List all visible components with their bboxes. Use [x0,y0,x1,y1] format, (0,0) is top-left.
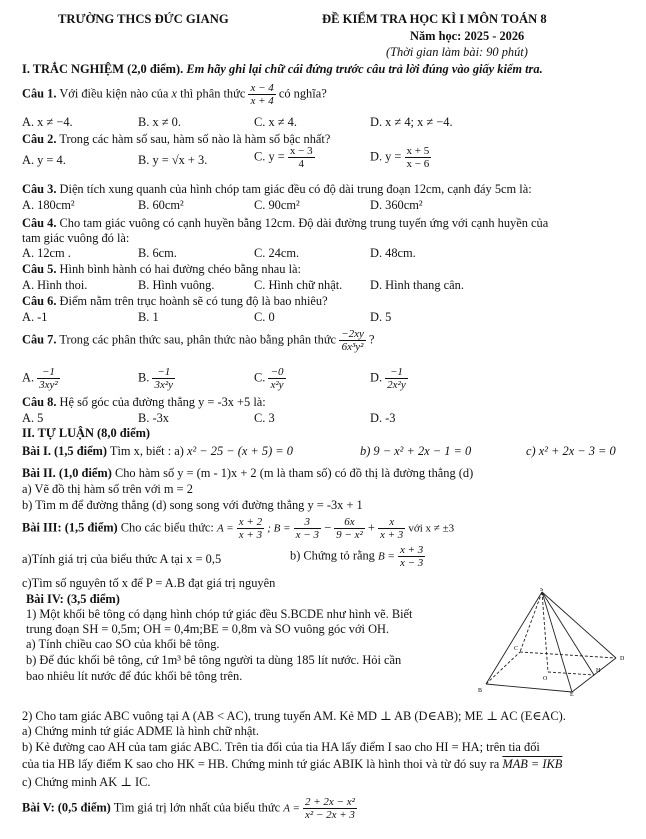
q2-label: Câu 2. [22,132,57,146]
b5-text: Tìm giá trị lớn nhất của biểu thức [113,800,281,815]
apothem-sh [542,592,594,675]
q4-text1: Cho tam giác vuông có cạnh huyền bằng 12cm. Độ dài đường trung tuyến ứng với cạnh huyền của [59,216,549,230]
q1-text-c: có nghĩa? [278,86,327,101]
q3-option-b: B. 60cm² [138,198,184,212]
b3-B3-den: x + 3 [380,529,404,541]
b3-b-frac [398,544,425,569]
b3-cond: với x ≠ ±3 [408,522,455,535]
b1-a: x² − 25 − (x + 5) = 0 [186,444,293,458]
part1-instruction: Em hãy ghi lại chữ cái đứng trước câu trả lời đúng vào giấy kiểm tra. [186,62,543,76]
q7-option-c [254,366,286,391]
b3-c: c)Tìm số nguyên tố x để P = A.B đạt giá trị nguyên [22,576,276,590]
q4-option-b: B. 6cm. [138,246,177,260]
b3-B2-frac [334,516,365,541]
b4-p1-b1: b) Để đúc khối bê tông, cứ 1m³ bê tông người ta dùng 185 lít nước. Hỏi cần [26,653,402,667]
b3-B1-frac [294,516,321,541]
b3-B1-den: x − 3 [295,529,319,541]
q6-text: Điểm nằm trên trục hoành sẽ có tung độ là bao nhiêu? [59,294,328,308]
b3-B3-num: x [378,516,405,529]
edge-sd [542,592,616,658]
b4-p2-b2: của tia HB lấy điểm K sao cho HK = HB. Chứng minh tứ giác ABIK là hình thoi và từ đó suy ra [22,757,500,771]
q5-label: Câu 5. [22,262,57,276]
q6-option-d: D. 5 [370,310,392,324]
b3-plus: + [367,520,375,535]
b3-B-pre: ; B = [267,522,291,535]
q1-text-a: Với điều kiện nào của [59,86,169,101]
q7-main-frac [339,328,366,353]
q5-option-c: C. Hình chữ nhật. [254,278,343,292]
q2-c-den: 4 [298,158,304,170]
q5-option-d: D. Hình thang cân. [370,278,464,292]
q1-option-a: A. x ≠ −4. [22,115,73,129]
b3-A-num: x + 2 [238,516,263,528]
b5-frac [303,796,357,821]
q8-option-a: A. 5 [22,411,44,425]
b3-B2-den: 9 − x² [336,529,363,541]
b3-A-frac [237,516,264,541]
b5-line [22,796,357,821]
b2-a: a) Vẽ đồ thị hàm số trên với m = 2 [22,482,193,496]
q5-option-a: A. Hình thoi. [22,278,88,292]
q4-label: Câu 4. [22,216,57,230]
q4-text2: tam giác vuông đó là: [22,231,130,245]
school-year: Năm học: 2025 - 2026 [410,29,525,43]
q7-c-den: x²y [270,379,284,391]
q8-option-b: B. -3x [138,411,169,425]
b1-c: c) x² + 2x − 3 = 0 [526,444,616,458]
b3-b-num: x + 3 [399,544,424,556]
q1-fraction [248,82,275,107]
b1-text: Tìm x, biết : a) [109,444,184,458]
school-name: TRƯỜNG THCS ĐỨC GIANG [58,12,229,26]
q6-label: Câu 6. [22,294,57,308]
q6-stem [22,294,328,309]
q7-d-pre: D. [370,370,383,385]
q2-option-c [254,145,315,170]
label-s: S [540,588,544,593]
q6-option-b: B. 1 [138,310,159,324]
b2-text: Cho hàm số y = (m - 1)x + 2 (m là tham số) có đồ thị là đường thẳng (d) [114,466,474,480]
q4-option-a: A. 12cm . [22,246,71,260]
q7-option-b [138,366,175,391]
q6-option-a: A. -1 [22,310,48,324]
q8-option-c: C. 3 [254,411,275,425]
label-e: E [570,692,574,696]
q2-option-a: A. y = 4. [22,153,66,167]
pyramid-lines [486,592,616,692]
q7-main-den: 6x³y² [341,341,364,353]
q7-b-pre: B. [138,370,150,385]
q7-b-frac [152,366,175,391]
b4-p2-c: c) Chứng minh AK ⊥ IC. [22,775,151,789]
q7-c-pre: C. [254,370,266,385]
q7-c-num: −0 [268,366,285,379]
q7-a-den: 3xy² [39,379,58,391]
b5-eq: A = [283,802,300,815]
q1-option-b: B. x ≠ 0. [138,115,181,129]
q2-option-d [370,145,431,170]
q7-label: Câu 7. [22,332,57,347]
q7-c-frac [268,366,285,391]
b3-A-den: x + 3 [238,529,263,541]
q2-d-num: x + 5 [406,145,430,157]
label-c: C [514,646,519,652]
q7-d-den: 2x²y [387,379,406,391]
b4-p2-b2-line [22,757,562,772]
q1-text-b: thì phân thức [180,86,246,101]
q2-c-num: x − 3 [289,145,313,157]
q4-stem [22,216,548,231]
q5-text: Hình bình hành có hai đường chéo bằng nhau là: [59,262,301,276]
b4-p2-a: a) Chứng minh tứ giác ADME là hình chữ nhật. [22,724,259,738]
pyramid-figure [476,588,636,696]
q8-stem [22,395,266,410]
q3-option-c: C. 90cm² [254,198,300,212]
b3-text: Cho các biểu thức: [120,520,214,535]
part2-title: II. TỰ LUẬN (8,0 điểm) [22,426,151,440]
q3-stem [22,182,532,197]
part1-title: I. TRẮC NGHIỆM (2,0 điểm). [22,62,184,76]
q7-b-num: −1 [152,366,175,379]
q4-option-d: D. 48cm. [370,246,416,260]
b4-p1-b2: bao nhiêu lít nước để đúc khối bê tông trên. [26,669,243,683]
b4-p2-b2-eq: MAB = IKB [502,757,563,771]
q8-option-d: D. -3 [370,411,396,425]
q8-label: Câu 8. [22,395,57,409]
b4-p1-l1: 1) Một khối bê tông có dạng hình chóp tứ giác đều S.BCDE như hình vẽ. Biết [26,607,413,621]
q7-option-a [22,366,60,391]
b4-p2-b1: b) Kẻ đường cao AH của tam giác ABC. Trên tia đối của tia HA lấy điểm I sao cho HI = HA; trên tia đối [22,740,540,754]
q2-option-c-frac [288,145,315,170]
q3-text: Diện tích xung quanh của hình chóp tam giác đều có độ dài trung đoạn 12cm, cạnh đáy 5cm là: [59,182,532,196]
b3-b-eq: B = [377,550,395,563]
b3-b-line [290,544,425,569]
q5-stem [22,262,301,277]
height-so [542,592,548,672]
b1-b: b) 9 − x² + 2x − 1 = 0 [360,444,472,458]
b3-B1-num: 3 [294,516,321,529]
q2-text: Trong các hàm số sau, hàm số nào là hàm số bậc nhất? [59,132,331,146]
edge-be [486,684,572,692]
q7-a-pre: A. [22,370,35,385]
b1-line [22,444,293,459]
q7-stem [22,328,374,353]
b4-p1-l2: trung đoạn SH = 0,5m; OH = 0,4m;BE = 0,8m và SO vuông góc với OH. [26,622,390,636]
b4-label: Bài IV: (3,5 điểm) [26,592,120,606]
b5-den: x² − 2x + 3 [305,809,355,821]
q1-option-d: D. x ≠ 4; x ≠ −4. [370,115,453,129]
b4-p1-a: a) Tính chiều cao SO của khối bê tông. [26,637,220,651]
q7-option-d [370,366,408,391]
b2-label: Bài II. (1,0 điểm) [22,466,112,480]
b3-b-den: x − 3 [399,557,424,569]
q1-frac-num: x − 4 [250,82,274,94]
b3-B2-num: 6x [334,516,365,529]
label-d: D [620,656,625,662]
exam-duration: (Thời gian làm bài: 90 phút) [386,45,528,59]
q2-option-d-pre: D. y = [370,149,402,164]
b2-line [22,466,473,481]
part1-heading [22,62,543,77]
label-o: O [543,676,548,682]
q8-text: Hệ số góc của đường thẳng y = -3x +5 là: [59,395,266,409]
q1-var: x [171,86,178,101]
b5-num: 2 + 2x − x² [305,796,355,808]
edge-cd [520,652,616,658]
q2-option-c-pre: C. y = [254,149,285,164]
q3-option-a: A. 180cm² [22,198,75,212]
b2-b: b) Tìm m để đường thẳng (d) song song với đường thẳng y = -3x + 1 [22,498,363,512]
q2-option-d-frac [405,145,432,170]
q4-option-c: C. 24cm. [254,246,300,260]
b3-line [22,516,454,541]
q7-tail: ? [368,332,375,347]
q3-option-d: D. 360cm² [370,198,423,212]
q1-stem [22,82,327,107]
exam-title: ĐỀ KIỂM TRA HỌC KÌ I MÔN TOÁN 8 [322,12,547,26]
b4-p2: 2) Cho tam giác ABC vuông tại A (AB < AC), trung tuyến AM. Kẻ MD ⊥ AB (D∈AB); ME ⊥ AC (E∈AC). [22,709,566,723]
q7-b-den: 3x²y [154,379,174,391]
b3-label: Bài III: (1,5 điểm) [22,520,118,535]
q1-frac-den: x + 4 [250,95,274,107]
q5-option-b: B. Hình vuông. [138,278,215,292]
segment-oh [548,672,594,675]
q1-label: Câu 1. [22,86,57,101]
b3-a: a)Tính giá trị của biểu thức A tại x = 0,5 [22,552,222,566]
q7-text: Trong các phân thức sau, phân thức nào bằng phân thức [59,332,337,347]
b3-b-pre: b) Chứng tỏ rằng [290,548,375,563]
q2-option-b: B. y = √x + 3. [138,153,208,167]
edge-sb [486,592,542,684]
b3-B3-frac [378,516,405,541]
q6-option-c: C. 0 [254,310,275,324]
q7-main-num: −2xy [341,328,364,340]
b5-label: Bài V: (0,5 điểm) [22,800,111,815]
q2-d-den: x − 6 [406,158,430,170]
b3-A-pre: A = [216,522,234,535]
q7-a-frac [37,366,60,391]
b3-minus: − [324,520,332,535]
q7-a-num: −1 [37,366,60,379]
q3-label: Câu 3. [22,182,57,196]
q7-d-num: −1 [385,366,408,379]
b1-label: Bài I. (1,5 điểm) [22,444,108,458]
q1-option-c: C. x ≠ 4. [254,115,297,129]
q7-d-frac [385,366,408,391]
label-h: H [596,668,601,674]
label-b: B [478,688,483,694]
